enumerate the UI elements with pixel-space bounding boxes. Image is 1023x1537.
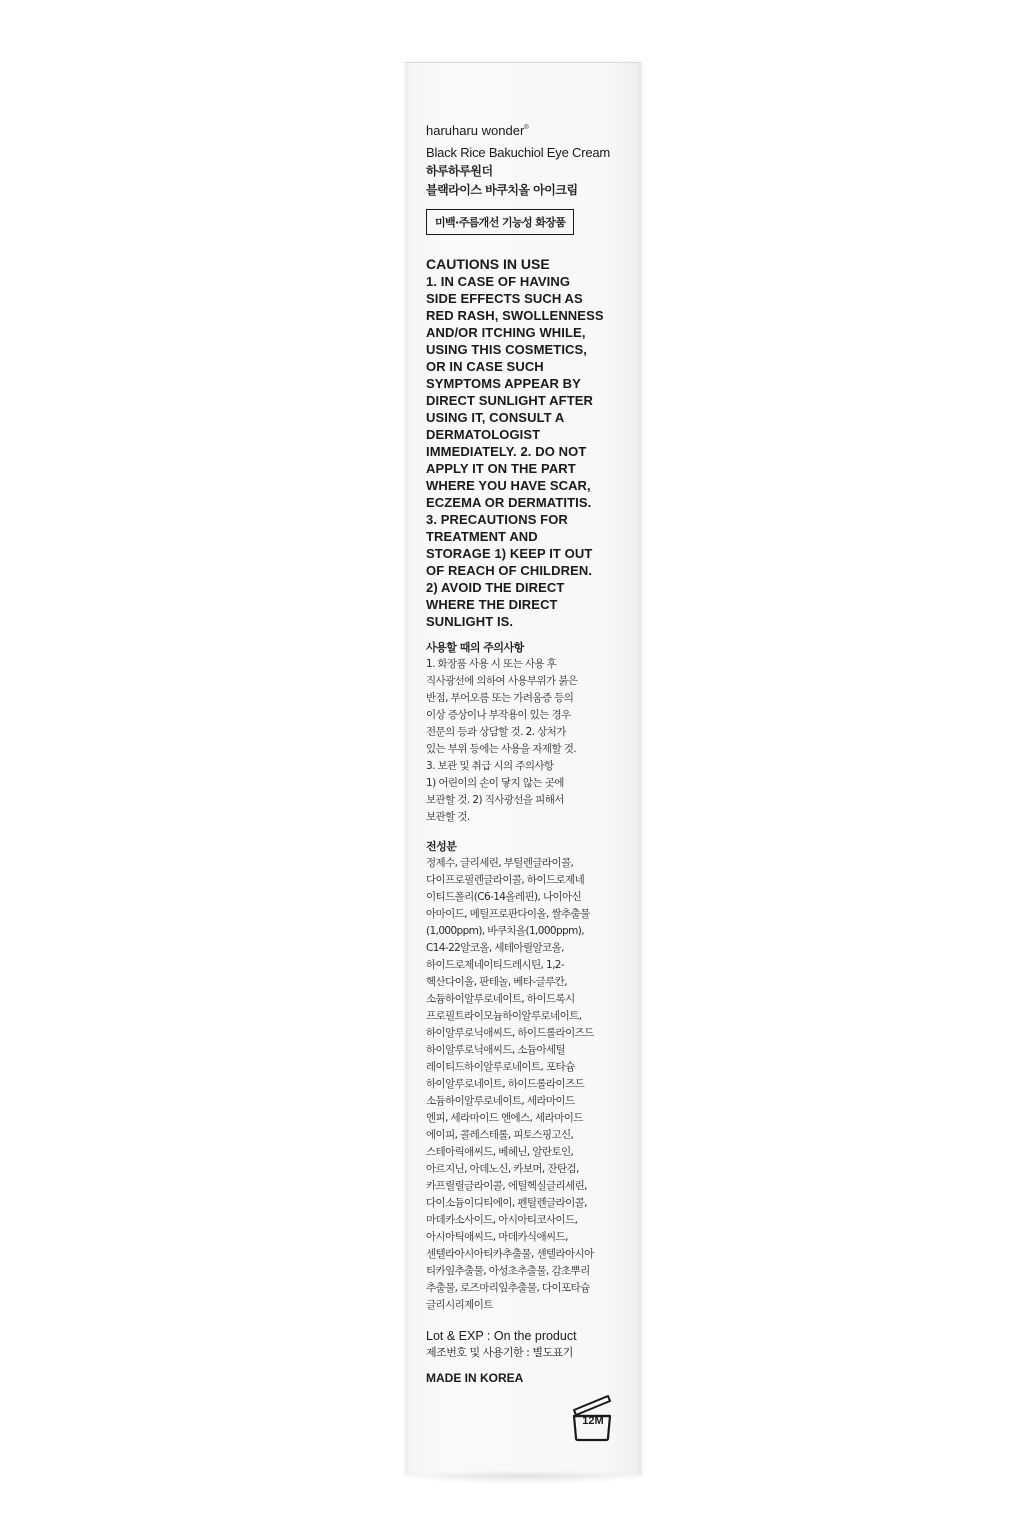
- cautions-kr-body: 1. 화장품 사용 시 또는 사용 후 직사광선에 의하여 사용부위가 붉은 반점, 부어오름 또는 가려움증 등의 이상 증상이나 부작용이 있는 경우 전문의 등과 상담할 것. 2. 상처가 있는 부위 등에는 사용을 자제할 것. 3. 보관 및 취급 시의 주의사항 1) 어린이의 손이 닿지 않는 곳에 보관할 것. 2) 직사광선을 피해서 보관할 것.: [426, 658, 578, 823]
- box-side-panel: [426, 120, 632, 1386]
- cautions-en-title: CAUTIONS IN USE: [426, 256, 550, 272]
- lot-exp-kr: 제조번호 및 사용기한 : 별도표기: [426, 1346, 573, 1359]
- product-name-en: Black Rice Bakuchiol Eye Cream: [426, 145, 611, 160]
- product-name-kr-line1: 하루하루원더: [426, 164, 493, 178]
- lot-exp-en: Lot & EXP : On the product: [426, 1329, 577, 1343]
- cautions-kr-title: 사용할 때의 주의사항: [426, 641, 524, 654]
- ingredients-title: 전성분: [426, 840, 457, 853]
- box-shadow: [400, 1470, 648, 1484]
- made-in-korea: MADE IN KOREA: [426, 1371, 524, 1385]
- pao-label: 12M: [582, 1415, 604, 1427]
- ingredients-list: 정제수, 글리세린, 부틸렌글라이콜, 다이프로필렌글라이콜, 하이드로제네 이티드폴리(C6-14올레핀), 나이아신 아마이드, 메틸프로판다이올, 쌀추출물 (1,000ppm), 바쿠치올(1,000ppm), C14-22알코올, 세테아릴알코올, 하이드로제네이티드레시틴, 1,2- 헥산다이올, 판테놀, 베타-글루칸, 소듐하이알루로네이트, 하이드록시 프로필트라이모늄하이알루로네이트, 하이알루로닉애씨드, 하이드롤라이즈드 하이알루로닉애씨드, 소듐아세틸 레이티드하이알루로네이트, 포타슘 하이알루로네이트, 하이드롤라이즈드 소듐하이알루로네이트, 세라마이드 엔피, 세라마이드 엔에스, 세라마이드 에이피, 콜레스테롤, 피토스핑고신, 스테아릭애씨드, 베헤닌, 알란토인, 아르지닌, 아데노신, 카보머, 잔탄검, 카프릴릴글라이콜, 에틸헥실글리세린, 다이소듐이디티에이, 펜틸렌글라이콜, 마데카소사이드, 아시아티코사이드, 아시아틱애씨드, 마데카식애씨드, 센텔라아시아티카추출물, 센텔라아시아 티카잎추출물, 아성초추출물, 감초뿌리 추출물, 로즈마리잎추출물, 다이포타슘 글리시리제이트: [426, 857, 594, 1311]
- functional-cosmetic-badge: 미백·주름개선 기능성 화장품: [426, 209, 574, 235]
- cautions-en-body: 1. IN CASE OF HAVING SIDE EFFECTS SUCH AS RED RASH, SWOLLENNESS AND/OR ITCHING WHILE, USING THIS COSMETICS, OR IN CASE SUCH SYMPTOMS APPEAR BY DIRECT SUNLIGHT AFTER USING IT, CONSULT A DERMATOLOGIST IMMEDIATELY. 2. DO NOT APPLY IT ON THE PART WHERE YOU HAVE SCAR, ECZEMA OR DERMATITIS. 3. PRECAUTIONS FOR TREATMENT AND STORAGE 1) KEEP IT OUT OF REACH OF CHILDREN. 2) AVOID THE DIRECT WHERE THE DIRECT SUNLIGHT IS.: [426, 274, 604, 629]
- brand-name: [426, 120, 632, 139]
- product-name-kr-line2: 블랙라이스 바쿠치올 아이크림: [426, 183, 578, 197]
- brand-text: haruharu wonder: [426, 123, 525, 138]
- registered-mark: ®: [524, 125, 529, 131]
